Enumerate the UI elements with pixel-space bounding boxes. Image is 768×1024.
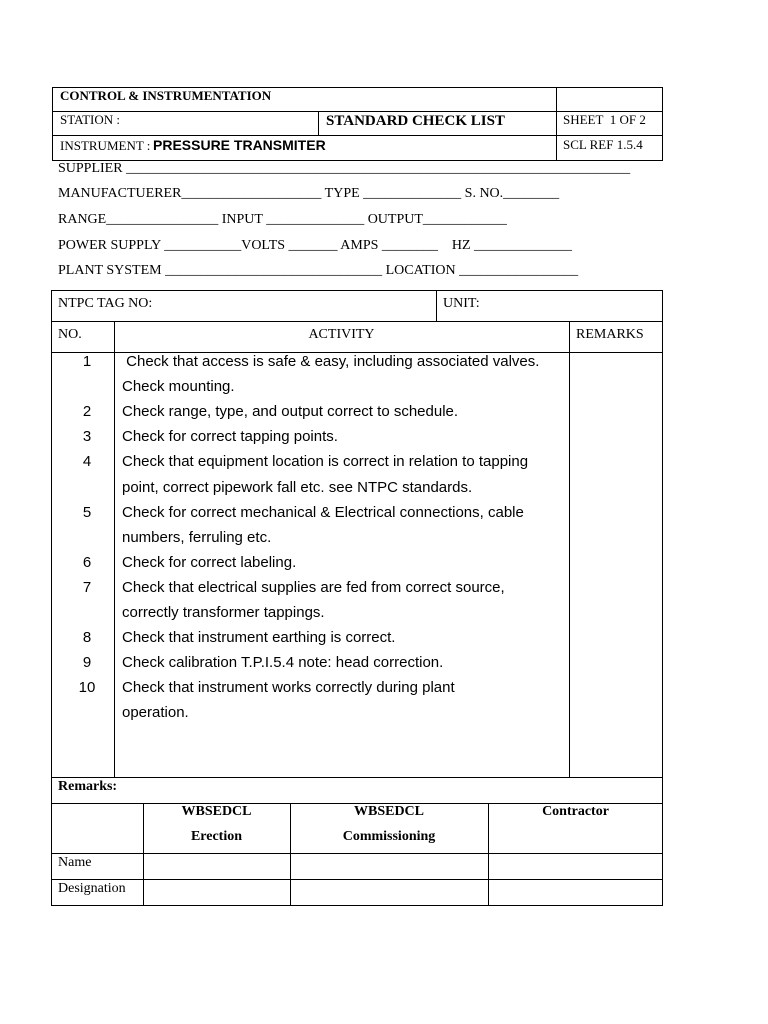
activity-number: 9: [82, 654, 92, 672]
range-line: RANGE________________ INPUT ______________ OUTPUT____________: [58, 212, 507, 227]
erection-header-org: WBSEDCL: [181, 804, 252, 819]
ntpc-tag-label: NTPC TAG NO:: [58, 296, 153, 311]
contractor-header: Contractor: [542, 804, 609, 819]
activity-text: Check for correct labeling.: [122, 553, 297, 571]
unit-label: UNIT:: [443, 296, 480, 311]
activity-text: numbers, ferruling etc.: [122, 528, 272, 546]
activity-number: 4: [82, 453, 92, 471]
instrument-value: PRESSURE TRANSMITER: [153, 137, 326, 153]
activity-text: Check for correct tapping points.: [122, 428, 338, 446]
activity-text: correctly transformer tappings.: [122, 604, 325, 621]
remarks-label: Remarks:: [58, 779, 118, 794]
scl-ref: SCL REF 1.5.4: [563, 137, 643, 152]
activity-number: 2: [82, 403, 92, 421]
activity-text: Check that equipment location is correct in relation to tapping: [122, 453, 529, 471]
station-label: STATION :: [60, 112, 120, 127]
activity-number: 7: [82, 578, 92, 596]
activity-number: 10: [78, 679, 96, 697]
activity-number: 6: [82, 553, 92, 571]
column-header-no: NO.: [58, 327, 82, 342]
activity-number: 1: [82, 353, 92, 370]
power-supply-line: POWER SUPPLY ___________VOLTS _______ AMPS ________ HZ ______________: [58, 238, 573, 253]
header-divider-2: [52, 135, 663, 136]
name-label: Name: [58, 855, 92, 870]
no-column-divider: [114, 321, 115, 778]
department-label: CONTROL & INSTRUMENTATION: [60, 88, 272, 103]
activity-number: 3: [82, 428, 92, 446]
plant-system-line: PLANT SYSTEM _______________________________ LOCATION _________________: [58, 263, 579, 278]
activity-text: Check range, type, and output correct to schedule.: [122, 403, 459, 421]
doc-title: STANDARD CHECK LIST: [326, 113, 505, 129]
sheet-number: SHEET 1 OF 2: [563, 112, 646, 127]
activity-number: 5: [82, 503, 92, 521]
tag-row-divider: [51, 321, 663, 322]
header-vdivider-right: [556, 87, 557, 161]
supplier-line: SUPPLIER ________________________________________________________________________: [58, 161, 631, 176]
activity-text: Check mounting.: [122, 378, 235, 396]
manufacturer-line: MANUFACTUERER____________________ TYPE ______________ S. NO.________: [58, 186, 560, 201]
column-header-remarks: REMARKS: [576, 327, 644, 342]
activity-text: operation.: [122, 704, 189, 722]
header-vdivider-mid: [318, 111, 319, 135]
designation-label: Designation: [58, 881, 126, 896]
commissioning-header: Commissioning: [342, 829, 436, 844]
activity-text: point, correct pipework fall etc. see NTPC standards.: [122, 478, 473, 496]
activity-text: Check that access is safe & easy, including associated valves.: [122, 353, 540, 370]
activity-text: Check that instrument works correctly during plant: [122, 679, 455, 697]
activity-text: Check that electrical supplies are fed from correct source,: [122, 578, 505, 596]
activity-number: 8: [82, 629, 92, 647]
activity-text: Check that instrument earthing is correct.: [122, 629, 396, 647]
activity-text: Check for correct mechanical & Electrical connections, cable: [122, 503, 524, 521]
column-header-activity: ACTIVITY: [308, 327, 375, 342]
erection-header: Erection: [190, 829, 243, 844]
commissioning-header-org: WBSEDCL: [353, 804, 425, 819]
activity-text: Check calibration T.P.I.5.4 note: head correction.: [122, 654, 444, 672]
instrument-label: INSTRUMENT :: [60, 138, 151, 153]
remarks-column-divider: [569, 321, 570, 778]
tag-unit-divider: [436, 290, 437, 321]
